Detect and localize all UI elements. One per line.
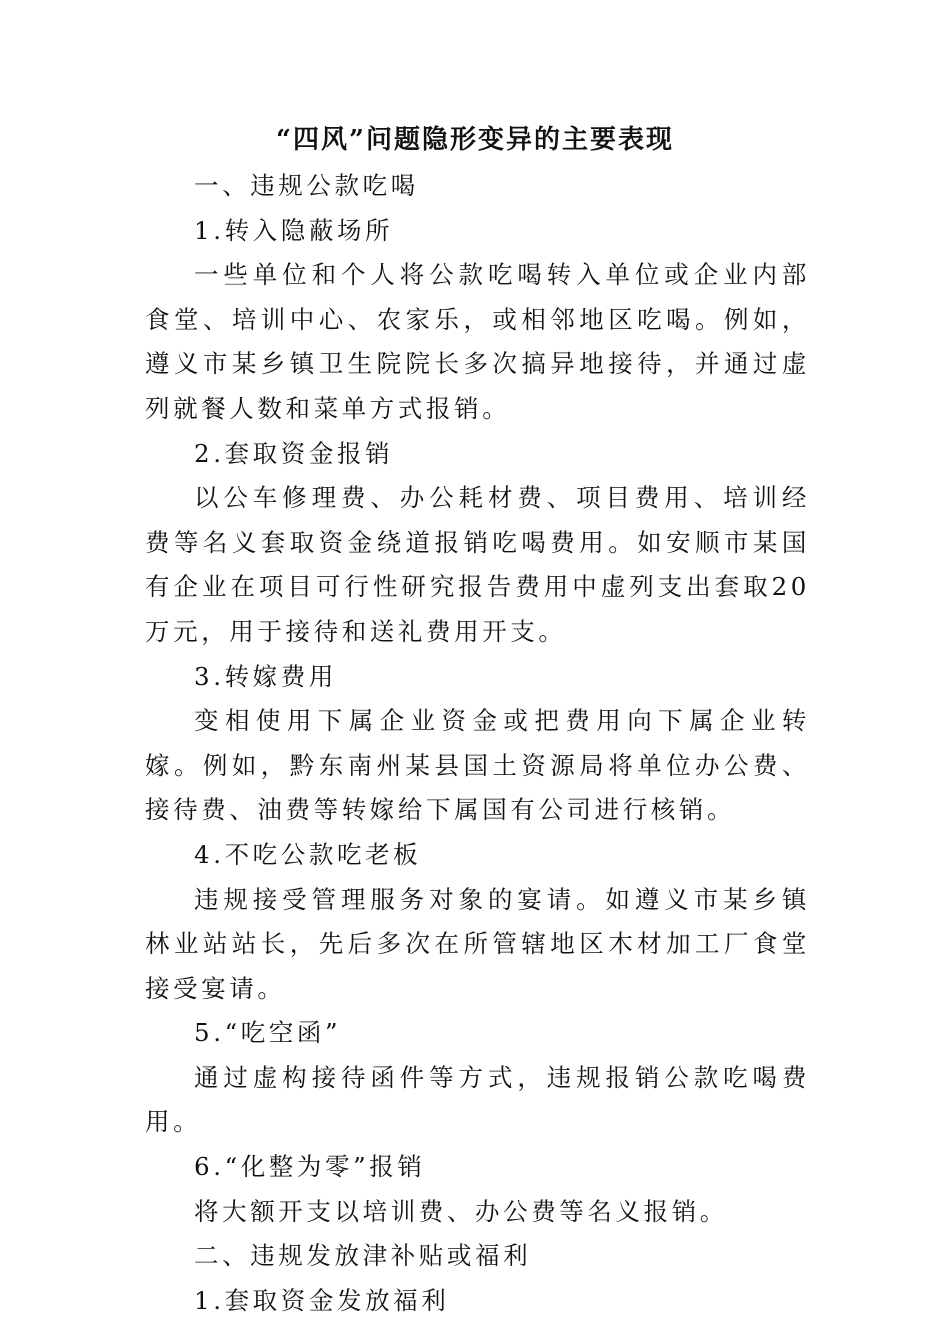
body-paragraph: 变相使用下属企业资金或把费用向下属企业转嫁。例如，黔东南州某县国土资源局将单位办公费、接待费、油费等转嫁给下属国有公司进行核销。 — [145, 706, 810, 825]
body-paragraph: 通过虚构接待函件等方式，违规报销公款吃喝费用。 — [145, 1062, 810, 1137]
subsection-heading: 6.“化整为零”报销 — [194, 1152, 426, 1182]
subsection-heading: 3.转嫁费用 — [194, 661, 337, 691]
section-heading: 二、违规发放津补贴或福利 — [194, 1241, 532, 1271]
document-title: “四风”问题隐形变异的主要表现 — [276, 125, 674, 155]
subsection-heading: 4.不吃公款吃老板 — [194, 839, 422, 869]
body-paragraph: 违规接受管理服务对象的宴请。如遵义市某乡镇林业站站长，先后多次在所管辖地区木材加工厂食堂接受宴请。 — [145, 884, 810, 1003]
body-paragraph: 一些单位和个人将公款吃喝转入单位或企业内部食堂、培训中心、农家乐，或相邻地区吃喝。例如，遵义市某乡镇卫生院院长多次搞异地接待，并通过虚列就餐人数和菜单方式报销。 — [145, 260, 810, 423]
subsection-heading: 2.套取资金报销 — [194, 438, 394, 468]
subsection-heading: 5.“吃空函” — [194, 1018, 342, 1048]
body-paragraph: 以公车修理费、办公耗材费、项目费用、培训经费等名义套取资金绕道报销吃喝费用。如安顺市某国有企业在项目可行性研究报告费用中虚列支出套取20万元，用于接待和送礼费用开支。 — [145, 483, 810, 646]
subsection-heading: 1.转入隐蔽场所 — [194, 215, 394, 245]
section-heading: 一、违规公款吃喝 — [194, 171, 419, 200]
document-body — [145, 164, 810, 1323]
body-paragraph: 将大额开支以培训费、办公费等名义报销。 — [194, 1196, 728, 1226]
subsection-heading: 1.套取资金发放福利 — [194, 1285, 450, 1315]
